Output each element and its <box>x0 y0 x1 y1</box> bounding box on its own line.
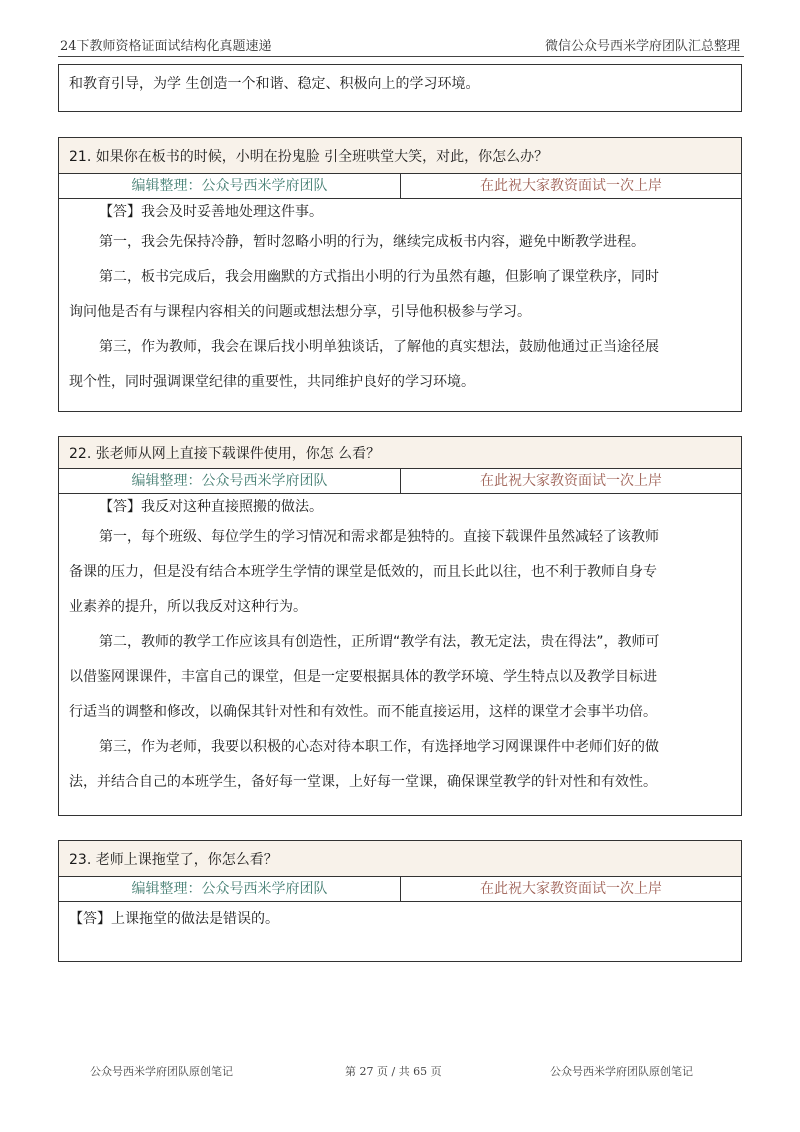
question-box-23 <box>58 840 742 962</box>
answer-line: 以借鉴网课课件，丰富自己的课堂，但是一定要根据具体的教学环境、学生特点以及教学目标进 <box>69 669 657 685</box>
credit-editor: 编辑整理：公众号西米学府团队 <box>59 174 401 198</box>
answer-lead: 【答】我反对这种直接照搬的做法。 <box>99 499 323 515</box>
answer-lead: 【答】上课拖堂的做法是错误的。 <box>69 911 279 927</box>
footer-left-note: 公众号西米学府团队原创笔记 <box>90 1065 233 1078</box>
credit-editor: 编辑整理：公众号西米学府团队 <box>59 877 401 901</box>
answer-line: 第三，作为老师，我要以积极的心态对待本职工作，有选择地学习网课课件中老师们好的做 <box>99 739 659 755</box>
answer-line: 询问他是否有与课程内容相关的问题或想法想分享，引导他积极参与学习。 <box>69 304 531 320</box>
answer-line: 第三，作为教师，我会在课后找小明单独谈话，了解他的真实想法，鼓励他通过正当途径展 <box>99 339 659 355</box>
question-title: 22. 张老师从网上直接下载课件使用，你怎 么看？ <box>59 437 741 469</box>
answer-body <box>59 494 741 800</box>
credits-row <box>59 469 741 494</box>
credits-row <box>59 174 741 199</box>
credit-wish: 在此祝大家教资面试一次上岸 <box>480 178 662 194</box>
answer-line: 第一，每个班级、每位学生的学习情况和需求都是独特的。直接下载课件虽然减轻了该教师 <box>99 529 659 545</box>
page-number: 第 27 页 / 共 65 页 <box>345 1065 442 1078</box>
answer-line: 行适当的调整和修改，以确保其针对性和有效性。而不能直接运用，这样的课堂才会事半功倍。 <box>69 704 657 720</box>
answer-lead: 【答】我会及时妥善地处理这件事。 <box>99 204 323 220</box>
credits-row <box>59 877 741 902</box>
header-title: 24下教师资格证面试结构化真题速递 <box>60 39 272 54</box>
answer-body <box>59 902 741 936</box>
answer-line: 现个性，同时强调课堂纪律的重要性，共同维护良好的学习环境。 <box>69 374 475 390</box>
footer-right-note: 公众号西米学府团队原创笔记 <box>550 1065 693 1078</box>
credit-wish: 在此祝大家教资面试一次上岸 <box>480 881 662 897</box>
question-title: 21. 如果你在板书的时候，小明在扮鬼脸 引全班哄堂大笑，对此，你怎么办？ <box>59 138 741 174</box>
answer-line: 第二，板书完成后，我会用幽默的方式指出小明的行为虽然有趣，但影响了课堂秩序，同时 <box>99 269 659 285</box>
question-title: 23. 老师上课拖堂了，你怎么看？ <box>59 841 741 877</box>
answer-body <box>59 199 741 400</box>
answer-line: 第一，我会先保持冷静，暂时忽略小明的行为，继续完成板书内容，避免中断教学进程。 <box>99 234 645 250</box>
credit-editor: 编辑整理：公众号西米学府团队 <box>59 469 401 493</box>
header-rule <box>58 56 744 57</box>
answer-line: 业素养的提升，所以我反对这种行为。 <box>69 599 307 615</box>
answer-line: 第二，教师的教学工作应该具有创造性，正所谓“教学有法，教无定法，贵在得法”，教师可 <box>99 634 660 650</box>
carryover-box <box>58 64 742 112</box>
answer-line: 备课的压力，但是没有结合本班学生学情的课堂是低效的，而且长此以往，也不利于教师自身专 <box>69 564 657 580</box>
credit-wish: 在此祝大家教资面试一次上岸 <box>480 473 662 489</box>
carryover-text: 和教育引导，为学 生创造一个和谐、稳定、积极向上的学习环境。 <box>69 76 480 92</box>
question-box-21 <box>58 137 742 412</box>
answer-line: 法，并结合自己的本班学生，备好每一堂课，上好每一堂课，确保课堂教学的针对性和有效性。 <box>69 774 657 790</box>
question-box-22 <box>58 436 742 816</box>
header-source: 微信公众号西米学府团队汇总整理 <box>544 39 740 54</box>
